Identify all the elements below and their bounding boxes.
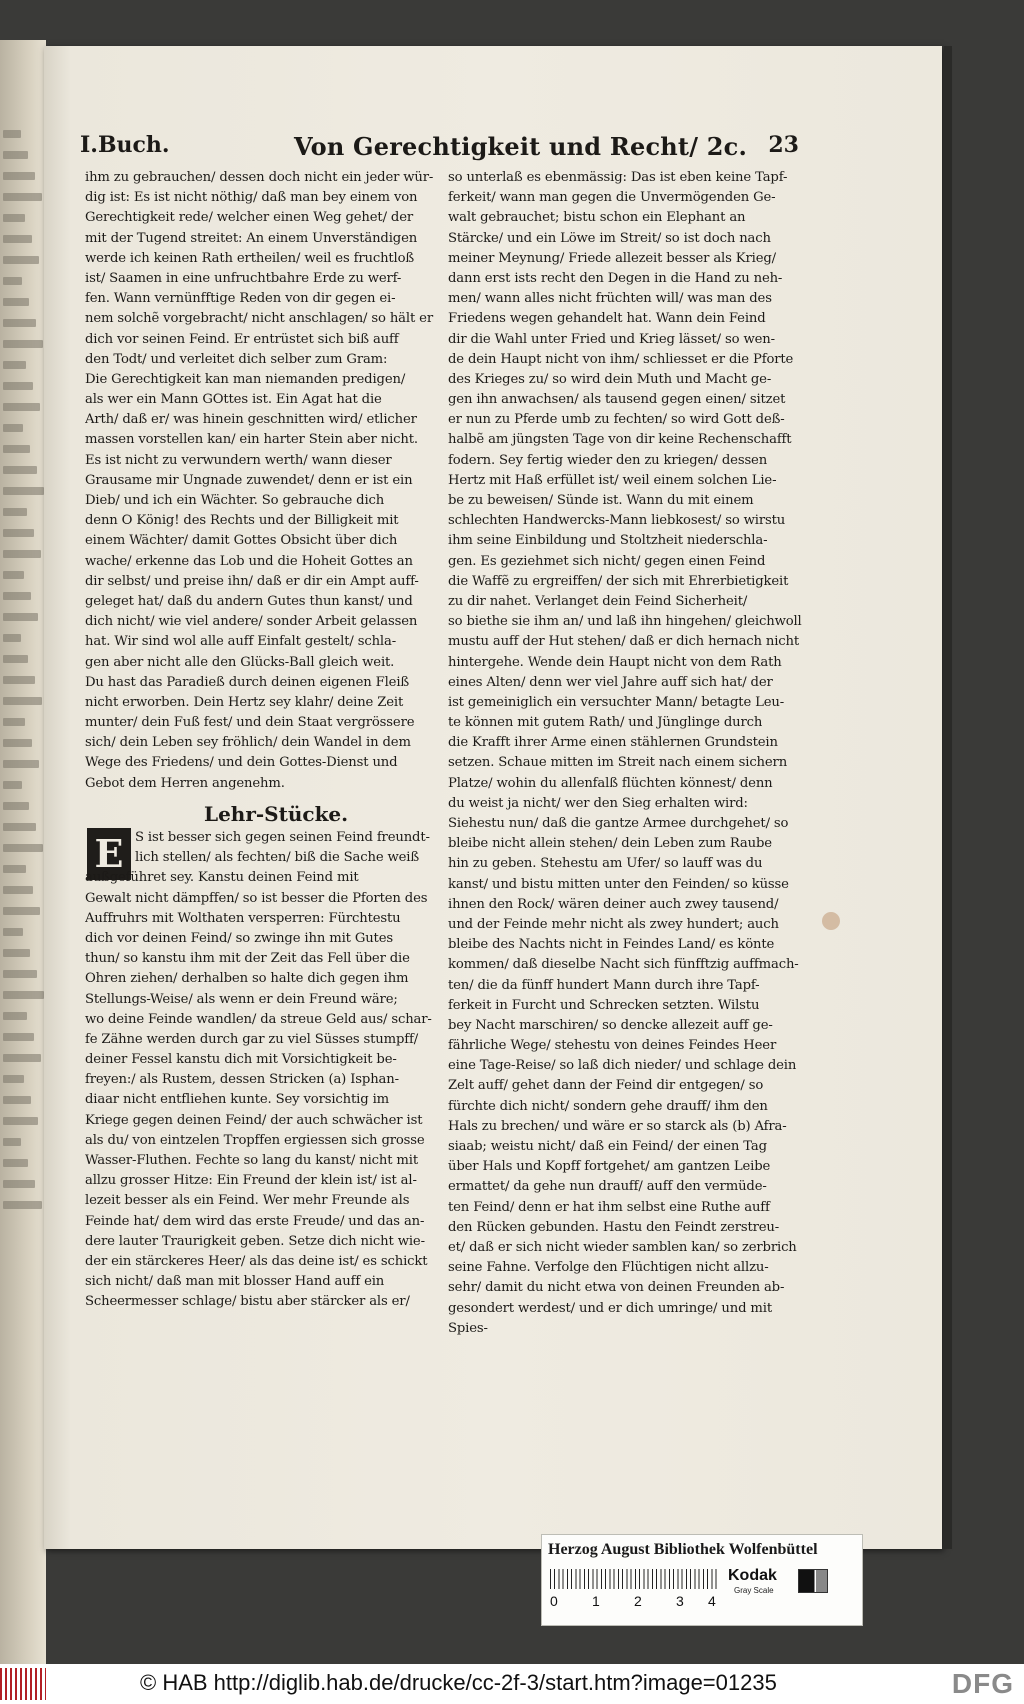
adjacent-page-edge [0, 40, 46, 1665]
ruler-number: 1 [592, 1593, 600, 1609]
text-line: hintergehe. Wende dein Haupt nicht von dem Rath [448, 654, 782, 670]
library-label-card [541, 1534, 863, 1626]
adjacent-page-text-fragment [3, 445, 30, 453]
text-line: fürchte dich nicht/ sondern gehe drauff/ ihm den [448, 1098, 768, 1114]
adjacent-page-text-fragment [3, 844, 43, 852]
text-line: Es ist nicht zu verwundern werth/ wann dieser [85, 452, 392, 468]
text-line: dir die Wahl unter Fried und Krieg lässet/ so wen- [448, 331, 775, 347]
adjacent-page-text-fragment [3, 1096, 31, 1104]
adjacent-page-text-fragment [3, 403, 40, 411]
text-line: gen aber nicht alle den Glücks-Ball gleich weit. [85, 654, 395, 670]
text-line: außgeführet sey. Kanstu deinen Feind mit [85, 870, 359, 886]
text-line: nicht erworben. Dein Hertz sey klahr/ deine Zeit [85, 694, 404, 710]
text-line: de dein Haupt nicht von ihm/ schliesset er die Pforte [448, 351, 794, 367]
adjacent-page-text-fragment [3, 1180, 35, 1188]
text-line: thun/ so kanstu ihm mit der Zeit das Fell über die [85, 951, 410, 967]
text-line: allzu grosser Hitze: Ein Freund der klein ist/ ist al- [85, 1173, 417, 1189]
dfg-logo: DFG [951, 1668, 1014, 1699]
text-line: der ein stärckeres Heer/ als das deine ist/ es schickt [85, 1253, 428, 1269]
text-line: als du/ von eintzelen Tropffen ergiessen sich grosse [85, 1132, 425, 1148]
text-line: den Rücken gebunden. Hastu den Feindt zerstreu- [448, 1219, 780, 1235]
running-head [78, 128, 805, 168]
text-line: Hertz mit Haß erfüllet ist/ weil einem solchen Lie- [448, 472, 777, 488]
adjacent-page-text-fragment [3, 886, 33, 894]
text-line: Feinde hat/ dem wird das erste Freude/ und das an- [85, 1213, 425, 1229]
text-line: mustu auff der Hut stehen/ daß er dich hernach nicht [448, 634, 800, 650]
adjacent-page-text-fragment [3, 760, 39, 768]
adjacent-page-text-fragment [3, 550, 41, 558]
library-name: Herzog August Bibliothek Wolfenbüttel [548, 1541, 818, 1558]
adjacent-page-text-fragment [3, 235, 32, 243]
text-line: gesondert werdest/ und er dich umringe/ und mit [448, 1300, 772, 1316]
text-line: deiner Fessel kanstu dich mit Vorsichtigkeit be- [85, 1052, 397, 1068]
text-line: dir selbst/ und preise ihn/ daß er dir ein Ampt auff- [85, 573, 419, 589]
text-line: Gerechtigkeit rede/ welcher einen Weg gehet/ der [85, 210, 414, 226]
book-label: I.Buch. [80, 132, 170, 158]
text-line: Ohren ziehen/ derhalben so halte dich gegen ihm [85, 971, 409, 987]
adjacent-page-text-fragment [3, 193, 42, 201]
text-line: fe Zähne werden durch gar zu viel Süsses stumpff/ [85, 1031, 419, 1047]
adjacent-page-text-fragment [3, 1138, 21, 1146]
adjacent-page-text-fragment [3, 1117, 38, 1125]
text-line: gen ihn anwachsen/ als tausend gegen einen/ sitzet [448, 392, 786, 408]
text-line: Stärcke/ und ein Löwe im Streit/ so ist doch nach [448, 230, 771, 246]
text-line: eines Alten/ denn wer viel Jahre auff sich hat/ der [448, 674, 773, 690]
adjacent-page-text-fragment [3, 865, 26, 873]
adjacent-page-text-fragment [3, 571, 24, 579]
text-line: lezeit besser als ein Feind. Wer mehr Freunde als [85, 1193, 410, 1209]
adjacent-page-text-fragment [3, 613, 38, 621]
copyright-url[interactable]: © HAB http://diglib.hab.de/drucke/cc-2f-3/start.htm?image=01235 [140, 1670, 777, 1695]
adjacent-page-text-fragment [3, 130, 21, 138]
adjacent-page-text-fragment [3, 949, 30, 957]
ruler-number: 3 [676, 1593, 684, 1609]
text-line: Arth/ daß er/ was hinein geschnitten wird/ etlicher [85, 412, 417, 428]
barcode-icon [0, 1668, 46, 1700]
text-line: hat. Wir sind wol alle auff Einfalt gestelt/ schla- [85, 634, 397, 650]
text-line: die Waffẽ zu ergreiffen/ der sich mit Ehrerbietigkeit [448, 573, 789, 589]
text-line: halbẽ am jüngsten Tage von dir keine Rechenschafft [448, 432, 792, 448]
adjacent-page-text-fragment [3, 340, 43, 348]
text-line: dann erst ists recht den Degen in die Hand zu neh- [448, 270, 783, 286]
gray-scale-label: Gray Scale [734, 1586, 774, 1595]
text-line: lich stellen/ als fechten/ biß die Sache weiß [135, 850, 420, 866]
text-line: Stellungs-Weise/ als wenn er dein Freund wäre; [85, 991, 398, 1007]
text-line: S ist besser sich gegen seinen Feind freundt- [135, 830, 430, 845]
adjacent-page-text-fragment [3, 1054, 41, 1062]
left-column-lehrstuecke [85, 828, 437, 1313]
text-line: dich vor deinen Feind/ so zwinge ihn mit Gutes [85, 930, 393, 946]
text-line: kanst/ und bistu mitten unter den Feinden/ so küsse [448, 876, 789, 892]
text-line: Wasser-Fluthen. Fechte so lang du kanst/ nicht mit [85, 1153, 418, 1168]
text-line: als wer ein Mann GOttes ist. Ein Agat hat die [85, 392, 382, 408]
paper-stain [822, 912, 840, 930]
text-line: Gebot dem Herren angenehm. [85, 775, 285, 791]
page-shadow [944, 46, 952, 1549]
text-line: du weist ja nicht/ wer den Sieg erhalten wird: [448, 795, 748, 811]
adjacent-page-text-fragment [3, 802, 29, 810]
text-line: dich vor seinen Feind. Er entrüstet sich biß auff [85, 331, 399, 347]
text-line: meiner Meynung/ Friede allezeit besser als Krieg/ [448, 250, 776, 266]
adjacent-page-text-fragment [3, 592, 31, 600]
text-line: be zu beweisen/ Sünde ist. Wann du mit einem [448, 493, 754, 508]
adjacent-page-text-fragment [3, 1201, 42, 1209]
scale-ruler [550, 1569, 720, 1589]
adjacent-page-text-fragment [3, 718, 25, 726]
text-line: so unterlaß es ebenmässig: Das ist eben keine Tapf- [448, 170, 788, 185]
text-line: siaab; weistu nicht/ daß ein Feind/ der einen Tag [448, 1139, 767, 1154]
text-line: wache/ erkenne das Lob und die Hoheit Gottes an [85, 553, 413, 569]
text-line: men/ wann alles nicht früchten will/ was man des [448, 291, 772, 307]
text-line: ferkeit/ wann man gegen die Unvermögenden Ge- [448, 190, 776, 206]
text-line: ihnen den Rock/ wären deiner auch zwey tausend/ [448, 896, 779, 912]
text-line: munter/ dein Fuß fest/ und dein Staat vergrössere [85, 715, 415, 731]
adjacent-page-text-fragment [3, 361, 26, 369]
text-line: setzen. Schaue mitten im Streit nach einem sichern [448, 755, 788, 771]
adjacent-page-text-fragment [3, 298, 29, 306]
text-line: ist gemeiniglich ein versuchter Mann/ betagte Leu- [448, 694, 785, 710]
text-line: Platze/ wohin du allenfalß flüchten könnest/ denn [448, 775, 773, 791]
text-line: ermattet/ da gehe nun drauff/ auff den vermüde- [448, 1179, 767, 1195]
adjacent-page-text-fragment [3, 1159, 28, 1167]
text-line: massen vorstellen kan/ ein harter Stein aber nicht. [85, 432, 418, 448]
text-line: Scheermesser schlage/ bistu aber stärcker als er/ [85, 1294, 410, 1310]
adjacent-page-text-fragment [3, 655, 28, 663]
adjacent-page-text-fragment [3, 256, 39, 264]
text-line: er nun zu Pferde umb zu fechten/ so wird Gott deß- [448, 412, 785, 428]
kodak-logo: Kodak [728, 1567, 777, 1584]
dropcap-initial: E [87, 828, 131, 880]
text-line: bleibe des Nachts nicht in Feindes Land/ es könte [448, 937, 775, 953]
right-column [448, 168, 803, 1339]
adjacent-page-text-fragment [3, 676, 35, 684]
adjacent-page-text-fragment [3, 424, 23, 432]
text-line: Hals zu brechen/ und wäre er so starck als (b) Afra- [448, 1118, 787, 1134]
text-line: seine Fahne. Verfolge den Flüchtigen nicht allzu- [448, 1260, 769, 1276]
text-line: walt gebrauchet; bistu schon ein Elephant an [448, 210, 746, 226]
adjacent-page-text-fragment [3, 487, 44, 495]
running-title: Von Gerechtigkeit und Recht/ 2c. [294, 132, 748, 161]
ruler-number: 4 [708, 1593, 716, 1609]
text-line: geleget hat/ daß du andern Gutes thun kanst/ und [85, 593, 413, 609]
ruler-number: 2 [634, 1593, 642, 1609]
text-line: Die Gerechtigkeit kan man niemanden predigen/ [85, 371, 406, 387]
text-line: dere lauter Traurigkeit geben. Setze dich nicht wie- [85, 1233, 425, 1249]
text-line: sich/ dein Leben sey fröhlich/ dein Wandel in dem [85, 735, 411, 751]
adjacent-page-text-fragment [3, 277, 22, 285]
text-line: dig ist: Es ist nicht nöthig/ daß man bey einem von [85, 190, 418, 206]
text-line: fen. Wann vernünfftige Reden von dir gegen ei- [85, 291, 396, 307]
adjacent-page-text-fragment [3, 172, 35, 180]
adjacent-page-text-fragment [3, 634, 21, 642]
text-line: Zelt auff/ gehet dann der Feind dir entgegen/ so [448, 1078, 764, 1094]
text-line: Spies- [448, 1320, 488, 1336]
text-line: et/ daß er sich nicht wieder samblen kan/ so zerbrich [448, 1239, 797, 1255]
text-line: die Krafft ihrer Arme einen stählernen Grundstein [448, 735, 778, 751]
text-line: zu dir nahet. Verlanget dein Feind Sicherheit/ [448, 593, 748, 609]
text-line: bey Nacht marschiren/ so dencke allezeit auff ge- [448, 1017, 773, 1033]
text-line: nem solchẽ vorgebracht/ nicht anschlagen/ so hält er [85, 311, 433, 327]
adjacent-page-text-fragment [3, 907, 40, 915]
adjacent-page-text-fragment [3, 1075, 24, 1083]
adjacent-page-text-fragment [3, 466, 37, 474]
text-line: werde ich keinen Rath ertheilen/ weil es fruchtloß [85, 250, 415, 266]
adjacent-page-text-fragment [3, 382, 33, 390]
text-line: Kriege gegen deinen Feind/ der auch schwächer ist [85, 1112, 423, 1128]
text-line: Wege des Friedens/ und dein Gottes-Dienst und [85, 755, 398, 771]
adjacent-page-text-fragment [3, 781, 22, 789]
adjacent-page-text-fragment [3, 508, 27, 516]
adjacent-page-text-fragment [3, 1033, 34, 1041]
text-line: denn O König! des Rechts und der Billigkeit mit [85, 513, 399, 529]
adjacent-page-text-fragment [3, 214, 25, 222]
adjacent-page-text-fragment [3, 151, 28, 159]
text-line: sehr/ damit du nicht etwa von deinen Freunden ab- [448, 1280, 785, 1296]
text-line: Du hast das Paradieß durch deinen eigenen Fleiß [85, 674, 410, 690]
text-line: gen. Es geziehmet sich nicht/ gegen einen Feind [448, 553, 766, 569]
text-line: fährliche Wege/ stehestu von deines Feindes Heer [448, 1038, 777, 1054]
text-line: Gewalt nicht dämpffen/ so ist besser die Pforten des [85, 890, 428, 906]
text-line: Grausame mir Ungnade zuwendet/ denn er ist ein [85, 472, 413, 488]
text-line: ihm zu gebrauchen/ dessen doch nicht ein jeder wür- [85, 170, 434, 185]
text-line: te können mit gutem Rath/ und Jünglinge durch [448, 715, 763, 731]
text-line: hin zu geben. Stehestu am Ufer/ so lauff was du [448, 856, 763, 872]
text-line: eine Tage-Reise/ so laß dich nieder/ und schlage dein [448, 1058, 797, 1074]
text-line: ihm seine Einbildung und Stoltzheit niederschla- [448, 533, 768, 549]
text-line: ist/ Saamen in eine unfruchtbahre Erde zu werf- [85, 270, 402, 286]
text-line: freyen:/ als Rustem, dessen Stricken (a) Isphan- [85, 1072, 399, 1088]
adjacent-page-text-fragment [3, 970, 37, 978]
text-line: wo deine Feinde wandlen/ da streue Geld aus/ schar- [85, 1011, 432, 1027]
text-line: über Hals und Kopff fortgehet/ am gantzen Leibe [448, 1159, 771, 1175]
page-number: 23 [768, 132, 799, 158]
left-column [85, 168, 437, 794]
text-line: ten/ die da fünff hundert Mann durch ihre Tapf- [448, 977, 760, 993]
text-line: Friedens wegen gehandelt hat. Wann dein Feind [448, 311, 766, 327]
text-line: Auffruhrs mit Wolthaten versperren: Fürchtestu [85, 910, 401, 926]
text-line: diaar nicht entfliehen kunte. Sey vorsichtig im [85, 1092, 389, 1108]
adjacent-page-text-fragment [3, 319, 36, 327]
text-line: schlechten Handwercks-Mann liebkosest/ so wirstu [448, 513, 786, 529]
text-line: den Todt/ und verleitet dich selber zum Gram: [85, 351, 388, 367]
text-line: mit der Tugend streitet: An einem Unverständigen [85, 230, 418, 246]
adjacent-page-text-fragment [3, 697, 42, 705]
ruler-number: 0 [550, 1593, 558, 1609]
text-line: sich nicht/ daß man mit blosser Hand auff ein [85, 1274, 385, 1290]
section-heading: Lehr-Stücke. [204, 802, 349, 826]
text-line: ten Feind/ denn er hat ihm selbst eine Ruthe auff [448, 1199, 770, 1215]
text-line: fodern. Sey fertig wieder den zu kriegen/ dessen [448, 452, 768, 468]
text-line: kommen/ daß dieselbe Nacht sich fünfftzig auffmach- [448, 957, 799, 973]
text-line: und der Feinde mehr nicht als zwey hundert; auch [448, 916, 779, 932]
text-line: Dieb/ und ich ein Wächter. So gebrauche dich [85, 493, 385, 508]
footer-bar [0, 1664, 1024, 1704]
text-line: ferkeit in Furcht und Schrecken setzten. Wilstu [448, 997, 760, 1013]
text-line: des Krieges zu/ so wird dein Muth und Macht ge- [448, 371, 772, 387]
adjacent-page-text-fragment [3, 1012, 27, 1020]
adjacent-page-text-fragment [3, 823, 36, 831]
adjacent-page-text-fragment [3, 739, 32, 747]
text-line: dich nicht/ wie viel andere/ sonder Arbeit gelassen [85, 614, 418, 630]
adjacent-page-text-fragment [3, 529, 34, 537]
text-line: Siehestu nun/ daß die gantze Armee durchgehet/ so [448, 816, 789, 831]
text-line: bleibe nicht allein stehen/ dein Leben zum Raube [448, 836, 772, 852]
adjacent-page-text-fragment [3, 991, 44, 999]
text-line: so biethe sie ihm an/ und laß ihn hingehen/ gleichwoll [448, 614, 802, 630]
adjacent-page-text-fragment [3, 928, 23, 936]
gray-scale-patch [798, 1569, 828, 1593]
text-line: einem Wächter/ damit Gottes Obsicht über dich [85, 533, 398, 549]
